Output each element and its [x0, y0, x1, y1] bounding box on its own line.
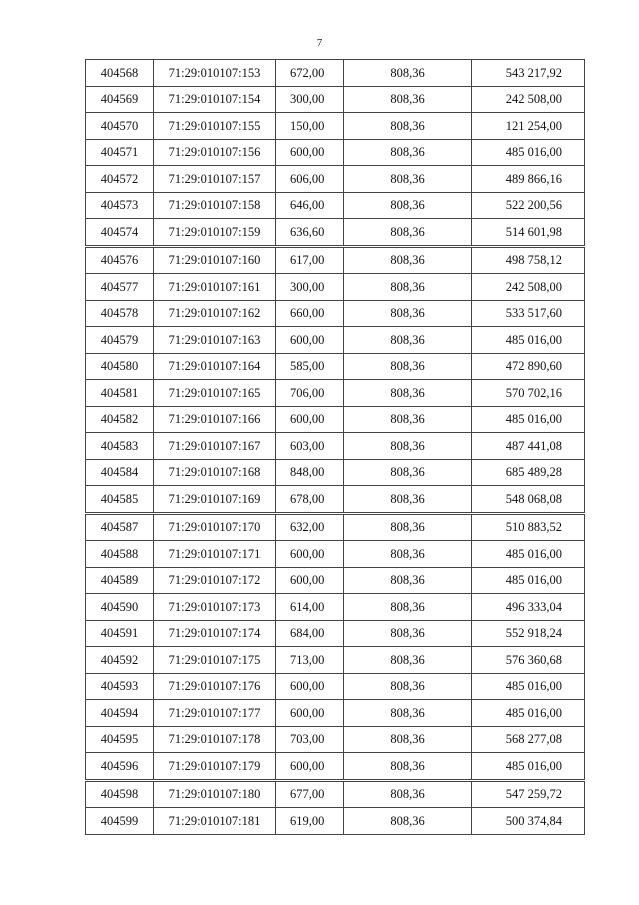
table-row: [86, 486, 585, 514]
cell-area: 660,00: [276, 300, 344, 327]
cell-price: 808,36: [344, 620, 472, 647]
cell-price: 808,36: [344, 60, 472, 87]
cell-sum: 485 016,00: [472, 700, 585, 727]
table-row: [86, 246, 585, 274]
cell-id: 404590: [86, 594, 154, 621]
cell-sum: 522 200,56: [472, 192, 585, 219]
table-row: [86, 753, 585, 781]
cell-sum: 487 441,08: [472, 433, 585, 460]
cell-price: 808,36: [344, 166, 472, 193]
table-row: [86, 86, 585, 113]
cell-cadastral-number: 71:29:010107:155: [154, 113, 276, 140]
cell-price: 808,36: [344, 753, 472, 781]
cell-id: 404568: [86, 60, 154, 87]
cell-price: 808,36: [344, 673, 472, 700]
cell-price: 808,36: [344, 246, 472, 274]
table-row: [86, 300, 585, 327]
cell-sum: 485 016,00: [472, 541, 585, 568]
cell-id: 404587: [86, 513, 154, 541]
cell-cadastral-number: 71:29:010107:159: [154, 219, 276, 247]
table-row: [86, 567, 585, 594]
cell-area: 300,00: [276, 86, 344, 113]
cell-sum: 548 068,08: [472, 486, 585, 514]
cell-price: 808,36: [344, 300, 472, 327]
table-body: [86, 60, 585, 835]
cell-sum: 510 883,52: [472, 513, 585, 541]
cell-sum: 500 374,84: [472, 808, 585, 835]
cell-id: 404598: [86, 780, 154, 808]
cell-price: 808,36: [344, 726, 472, 753]
cell-cadastral-number: 71:29:010107:171: [154, 541, 276, 568]
cell-id: 404596: [86, 753, 154, 781]
cell-price: 808,36: [344, 219, 472, 247]
cell-area: 678,00: [276, 486, 344, 514]
table-row: [86, 353, 585, 380]
cell-sum: 485 016,00: [472, 567, 585, 594]
table-row: [86, 459, 585, 486]
cell-id: 404581: [86, 380, 154, 407]
cell-area: 684,00: [276, 620, 344, 647]
cell-area: 600,00: [276, 567, 344, 594]
cell-id: 404583: [86, 433, 154, 460]
cell-sum: 472 890,60: [472, 353, 585, 380]
cell-area: 614,00: [276, 594, 344, 621]
table-row: [86, 380, 585, 407]
cell-area: 848,00: [276, 459, 344, 486]
cell-id: 404576: [86, 246, 154, 274]
cell-id: 404589: [86, 567, 154, 594]
cell-id: 404574: [86, 219, 154, 247]
cell-area: 600,00: [276, 139, 344, 166]
cell-id: 404577: [86, 274, 154, 301]
cell-id: 404584: [86, 459, 154, 486]
cell-id: 404570: [86, 113, 154, 140]
cell-cadastral-number: 71:29:010107:158: [154, 192, 276, 219]
table-row: [86, 60, 585, 87]
table-row: [86, 406, 585, 433]
cell-area: 600,00: [276, 673, 344, 700]
cell-cadastral-number: 71:29:010107:157: [154, 166, 276, 193]
cell-sum: 514 601,98: [472, 219, 585, 247]
cell-area: 300,00: [276, 274, 344, 301]
cell-area: 606,00: [276, 166, 344, 193]
cell-price: 808,36: [344, 86, 472, 113]
table-row: [86, 700, 585, 727]
table-row: [86, 113, 585, 140]
table-row: [86, 673, 585, 700]
cell-price: 808,36: [344, 647, 472, 674]
cell-price: 808,36: [344, 380, 472, 407]
cell-price: 808,36: [344, 274, 472, 301]
cell-cadastral-number: 71:29:010107:162: [154, 300, 276, 327]
cell-price: 808,36: [344, 780, 472, 808]
cell-sum: 547 259,72: [472, 780, 585, 808]
cell-cadastral-number: 71:29:010107:176: [154, 673, 276, 700]
cell-id: 404582: [86, 406, 154, 433]
table-row: [86, 594, 585, 621]
cell-area: 600,00: [276, 700, 344, 727]
cell-area: 672,00: [276, 60, 344, 87]
cell-id: 404573: [86, 192, 154, 219]
table-row: [86, 541, 585, 568]
cell-cadastral-number: 71:29:010107:179: [154, 753, 276, 781]
cell-price: 808,36: [344, 567, 472, 594]
cell-price: 808,36: [344, 433, 472, 460]
cell-id: 404591: [86, 620, 154, 647]
cell-cadastral-number: 71:29:010107:167: [154, 433, 276, 460]
table-row: [86, 513, 585, 541]
cell-id: 404579: [86, 327, 154, 354]
cell-id: 404585: [86, 486, 154, 514]
table-row: [86, 620, 585, 647]
cell-price: 808,36: [344, 327, 472, 354]
cell-sum: 543 217,92: [472, 60, 585, 87]
cell-area: 600,00: [276, 753, 344, 781]
cell-price: 808,36: [344, 594, 472, 621]
cell-sum: 121 254,00: [472, 113, 585, 140]
table-row: [86, 219, 585, 247]
cell-cadastral-number: 71:29:010107:153: [154, 60, 276, 87]
cell-sum: 485 016,00: [472, 327, 585, 354]
cell-area: 636,60: [276, 219, 344, 247]
cell-cadastral-number: 71:29:010107:181: [154, 808, 276, 835]
cell-id: 404593: [86, 673, 154, 700]
cell-sum: 496 333,04: [472, 594, 585, 621]
cell-area: 632,00: [276, 513, 344, 541]
cell-area: 706,00: [276, 380, 344, 407]
cell-sum: 498 758,12: [472, 246, 585, 274]
cell-id: 404578: [86, 300, 154, 327]
cell-price: 808,36: [344, 459, 472, 486]
cell-area: 713,00: [276, 647, 344, 674]
cell-id: 404571: [86, 139, 154, 166]
cell-cadastral-number: 71:29:010107:174: [154, 620, 276, 647]
table-row: [86, 327, 585, 354]
cell-price: 808,36: [344, 513, 472, 541]
cell-cadastral-number: 71:29:010107:160: [154, 246, 276, 274]
cell-area: 600,00: [276, 406, 344, 433]
cell-area: 677,00: [276, 780, 344, 808]
cell-cadastral-number: 71:29:010107:164: [154, 353, 276, 380]
cell-cadastral-number: 71:29:010107:177: [154, 700, 276, 727]
table-row: [86, 726, 585, 753]
cell-cadastral-number: 71:29:010107:173: [154, 594, 276, 621]
cell-cadastral-number: 71:29:010107:154: [154, 86, 276, 113]
cell-sum: 485 016,00: [472, 406, 585, 433]
cell-price: 808,36: [344, 808, 472, 835]
cell-area: 603,00: [276, 433, 344, 460]
cell-cadastral-number: 71:29:010107:170: [154, 513, 276, 541]
table-row: [86, 780, 585, 808]
cell-cadastral-number: 71:29:010107:172: [154, 567, 276, 594]
cell-sum: 485 016,00: [472, 139, 585, 166]
cell-price: 808,36: [344, 113, 472, 140]
cell-cadastral-number: 71:29:010107:169: [154, 486, 276, 514]
cell-id: 404599: [86, 808, 154, 835]
cell-sum: 576 360,68: [472, 647, 585, 674]
cell-price: 808,36: [344, 192, 472, 219]
cell-cadastral-number: 71:29:010107:163: [154, 327, 276, 354]
cell-price: 808,36: [344, 700, 472, 727]
cell-cadastral-number: 71:29:010107:165: [154, 380, 276, 407]
cell-price: 808,36: [344, 353, 472, 380]
cell-sum: 568 277,08: [472, 726, 585, 753]
cell-sum: 533 517,60: [472, 300, 585, 327]
cell-area: 646,00: [276, 192, 344, 219]
cell-cadastral-number: 71:29:010107:168: [154, 459, 276, 486]
cell-sum: 570 702,16: [472, 380, 585, 407]
table-row: [86, 808, 585, 835]
cell-area: 619,00: [276, 808, 344, 835]
cell-area: 600,00: [276, 327, 344, 354]
cell-price: 808,36: [344, 139, 472, 166]
table-row: [86, 647, 585, 674]
cell-cadastral-number: 71:29:010107:180: [154, 780, 276, 808]
cell-area: 585,00: [276, 353, 344, 380]
cell-id: 404580: [86, 353, 154, 380]
cell-price: 808,36: [344, 541, 472, 568]
cell-id: 404592: [86, 647, 154, 674]
cell-sum: 485 016,00: [472, 753, 585, 781]
cell-price: 808,36: [344, 406, 472, 433]
cell-id: 404594: [86, 700, 154, 727]
table-row: [86, 192, 585, 219]
cell-cadastral-number: 71:29:010107:156: [154, 139, 276, 166]
cell-price: 808,36: [344, 486, 472, 514]
cell-area: 703,00: [276, 726, 344, 753]
cell-area: 150,00: [276, 113, 344, 140]
table-row: [86, 166, 585, 193]
table-row: [86, 139, 585, 166]
cell-id: 404572: [86, 166, 154, 193]
cell-sum: 685 489,28: [472, 459, 585, 486]
page-number: 7: [316, 37, 323, 49]
table-row: [86, 433, 585, 460]
cell-id: 404588: [86, 541, 154, 568]
cell-sum: 242 508,00: [472, 274, 585, 301]
cell-cadastral-number: 71:29:010107:175: [154, 647, 276, 674]
land-plots-table: [85, 59, 584, 835]
cell-sum: 242 508,00: [472, 86, 585, 113]
cell-sum: 489 866,16: [472, 166, 585, 193]
cell-cadastral-number: 71:29:010107:161: [154, 274, 276, 301]
cell-sum: 552 918,24: [472, 620, 585, 647]
cell-area: 617,00: [276, 246, 344, 274]
table-row: [86, 274, 585, 301]
cell-id: 404569: [86, 86, 154, 113]
cell-area: 600,00: [276, 541, 344, 568]
cell-cadastral-number: 71:29:010107:178: [154, 726, 276, 753]
cell-cadastral-number: 71:29:010107:166: [154, 406, 276, 433]
cell-id: 404595: [86, 726, 154, 753]
cell-sum: 485 016,00: [472, 673, 585, 700]
